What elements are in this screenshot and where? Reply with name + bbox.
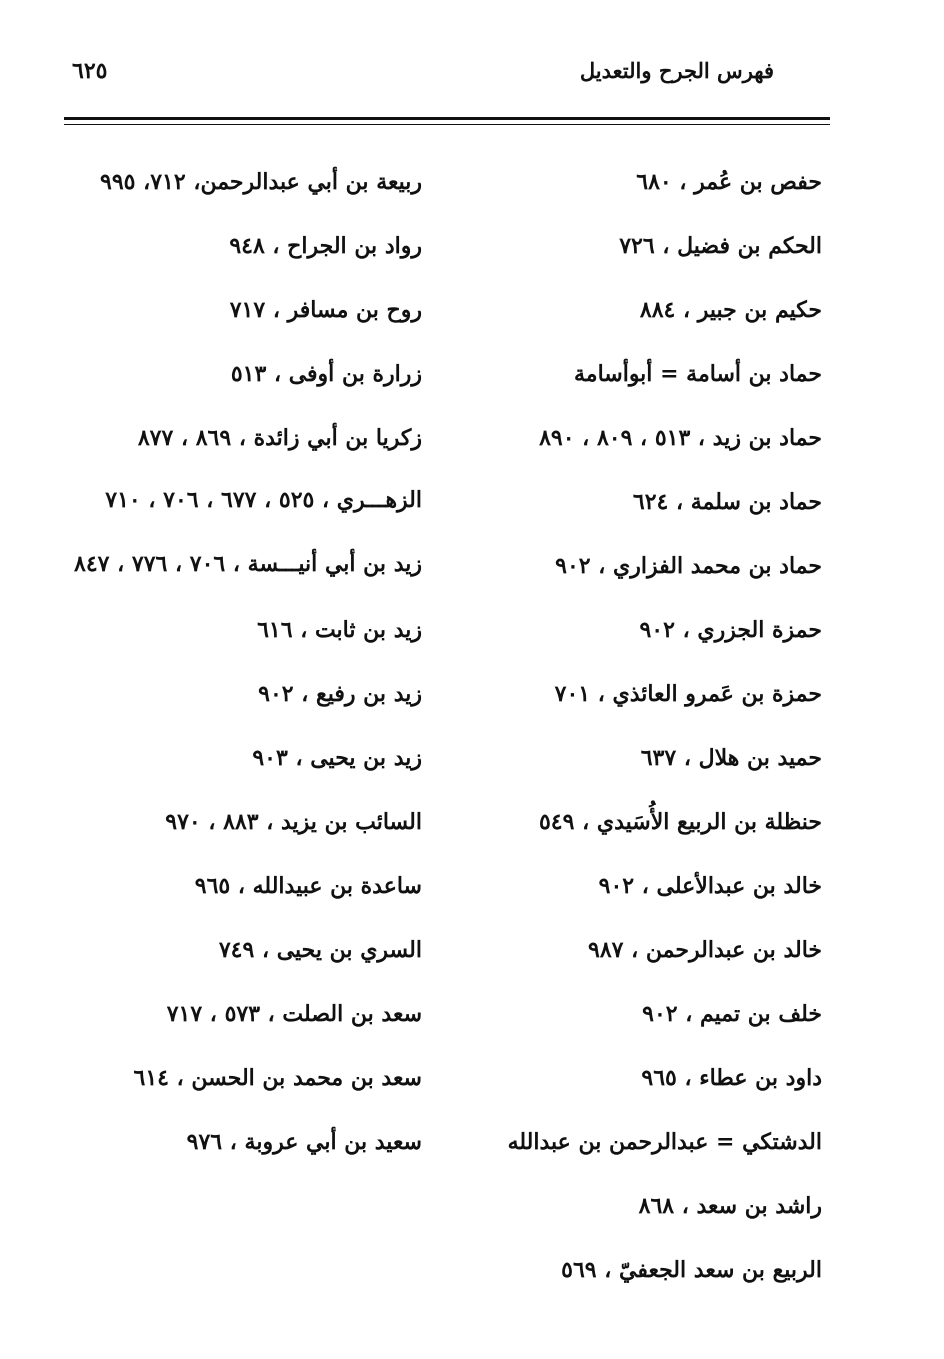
header-rule-thick	[64, 117, 830, 120]
index-entry: حكيم بن جبير ، ٨٨٤	[639, 297, 822, 323]
index-entry: حفص بن عُمر ، ٦٨٠	[636, 169, 822, 195]
index-entry: رواد بن الجراح ، ٩٤٨	[229, 233, 422, 259]
index-entry: حماد بن محمد الفزاري ، ٩٠٢	[555, 553, 822, 579]
index-entry: روح بن مسافر ، ٧١٧	[229, 297, 422, 323]
index-entry: حماد بن أسامة = أبوأسامة	[573, 361, 822, 387]
index-entry: زيد بن ثابت ، ٦١٦	[257, 617, 422, 643]
index-entry: زرارة بن أوفى ، ٥١٣	[230, 361, 422, 387]
index-entry: حمزة بن عَمرو العائذي ، ٧٠١	[554, 681, 822, 707]
index-entry: السائب بن يزيد ، ٨٨٣ ، ٩٧٠	[165, 809, 422, 835]
index-entry: زيد بن رفيع ، ٩٠٢	[258, 681, 422, 707]
index-entry: الدشتكي = عبدالرحمن بن عبدالله	[507, 1129, 822, 1155]
index-entry: حميد بن هلال ، ٦٣٧	[640, 745, 822, 771]
index-entry: زيد بن أبي أنيـــسة ، ٧٠٦ ، ٧٧٦ ، ٨٤٧	[74, 551, 422, 577]
running-title: فهرس الجرح والتعديل	[579, 58, 774, 83]
index-column-left	[62, 150, 422, 1174]
index-entry: خالد بن عبدالأعلى ، ٩٠٢	[598, 873, 822, 899]
index-entry: السري بن يحيى ، ٧٤٩	[218, 937, 422, 963]
index-entry: ربيعة بن أبي عبدالرحمن، ٧١٢، ٩٩٥	[100, 169, 422, 195]
index-entry: سعد بن محمد بن الحسن ، ٦١٤	[133, 1065, 422, 1091]
index-column-right	[472, 150, 822, 1302]
index-entry: زكريا بن أبي زائدة ، ٨٦٩ ، ٨٧٧	[137, 425, 422, 451]
header-rule-thin	[64, 124, 830, 125]
index-entry: الزهـــري ، ٥٢٥ ، ٦٧٧ ، ٧٠٦ ، ٧١٠	[105, 487, 422, 513]
index-entry: خالد بن عبدالرحمن ، ٩٨٧	[588, 937, 822, 963]
index-entry: ساعدة بن عبيدالله ، ٩٦٥	[194, 873, 422, 899]
index-entry: داود بن عطاء ، ٩٦٥	[641, 1065, 822, 1091]
index-entry: سعيد بن أبي عروبة ، ٩٧٦	[186, 1129, 422, 1155]
index-entry: زيد بن يحيى ، ٩٠٣	[252, 745, 422, 771]
index-entry: حماد بن زيد ، ٥١٣ ، ٨٠٩ ، ٨٩٠	[539, 425, 822, 451]
index-entry: راشد بن سعد ، ٨٦٨	[638, 1193, 822, 1219]
index-entry: سعد بن الصلت ، ٥٧٣ ، ٧١٧	[166, 1001, 422, 1027]
index-entry: الربيع بن سعد الجعفيّ ، ٥٦٩	[561, 1257, 822, 1283]
index-entry: حمزة الجزري ، ٩٠٢	[639, 617, 822, 643]
page-number: ٦٢٥	[72, 58, 108, 84]
index-entry: خلف بن تميم ، ٩٠٢	[642, 1001, 822, 1027]
index-entry: حماد بن سلمة ، ٦٢٤	[632, 489, 822, 515]
index-entry: حنظلة بن الربيع الأُسَيدي ، ٥٤٩	[538, 809, 822, 835]
index-entry: الحكم بن فضيل ، ٧٢٦	[619, 233, 822, 259]
